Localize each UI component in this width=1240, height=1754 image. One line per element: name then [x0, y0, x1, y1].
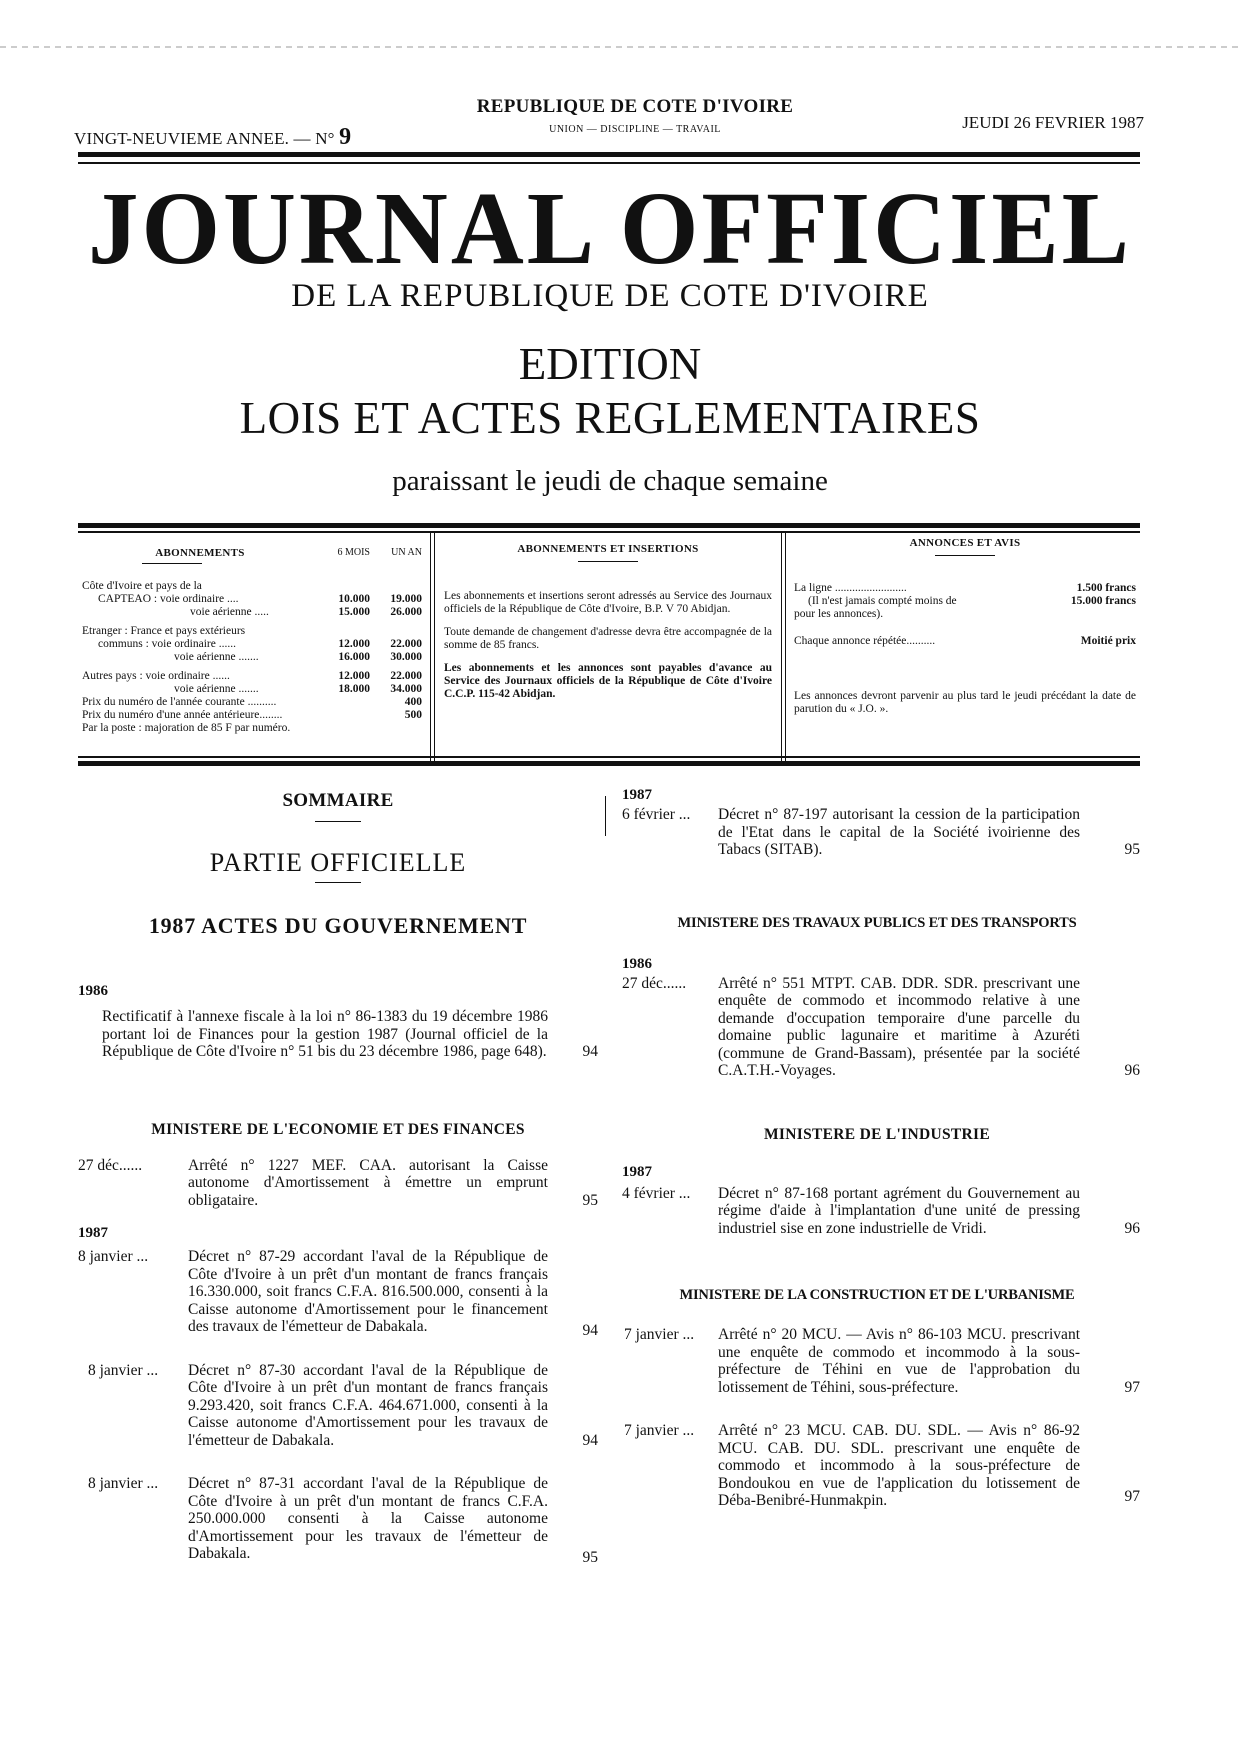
year-1986: 1986	[78, 983, 108, 999]
page-number: 96	[1124, 1062, 1140, 1079]
entry-text: Décret n° 87-30 accordant l'aval de la République de Côte d'Ivoire à un prêt d'un montant de francs français 9.293.420, soit francs C.F.A. 464.671.000, consenti à la Caisse autonome d'Amortissement pour les travaux de l'émetteur de Dabakala.	[188, 1361, 548, 1449]
devise: UNION — DISCIPLINE — TRAVAIL	[549, 124, 721, 135]
box-divider	[785, 533, 786, 765]
annonces-tarifs	[794, 582, 1136, 716]
box-divider	[430, 533, 431, 765]
entry-rectificatif	[78, 1008, 598, 1061]
rectificatif-text: Rectificatif à l'annexe fiscale à la loi n° 86-1383 du 19 décembre 1986 portant loi de Finances pour la gestion 1987 (Journal officiel de la République de Côte d'Ivoire n° 51 bis du 23 décembre 1986, page 648).	[102, 1008, 548, 1060]
minirule	[935, 555, 995, 556]
year-1987: 1987	[622, 787, 652, 803]
cote-aerienne-row: voie aérienne ..... 15.000 26.000	[190, 606, 422, 618]
insertions-p1: Les abonnements et insertions seront adressés au Service des Journaux officiels de la République de Côte d'Ivoire, B.P. V 70 Abidjan.	[444, 590, 772, 615]
etranger-ordinaire-row: communs : voie ordinaire ...... 12.000 22.000	[98, 638, 422, 650]
entry-date: 7 janvier ...	[624, 1422, 695, 1439]
box-divider	[434, 533, 435, 765]
annee-label: VINGT-NEUVIEME ANNEE. — N°	[74, 129, 335, 148]
rule-box-bottom-thin	[78, 756, 1140, 758]
min-travaux-title: MINISTERE DES TRAVAUX PUBLICS ET DES TRANSPORTS	[677, 914, 1077, 931]
edition-label: EDITION	[518, 339, 702, 389]
page-number: 95	[582, 1191, 598, 1209]
column-separator	[605, 796, 606, 836]
entry-date: 6 février ...	[622, 806, 691, 823]
entry-date: 4 février ...	[622, 1184, 691, 1202]
autres-ordinaire-row: Autres pays : voie ordinaire ...... 12.000 22.000	[82, 670, 422, 682]
entry-tp-1	[614, 975, 1140, 1080]
minirule	[578, 561, 638, 562]
tarifs-list	[82, 580, 422, 735]
year-1987: 1987	[622, 1163, 652, 1180]
abonnements-column	[82, 533, 422, 765]
scan-edge	[0, 46, 1240, 48]
entry-text: Décret n° 87-29 accordant l'aval de la République de Côte d'Ivoire à un prêt d'un montant de francs français 16.330.000, soit francs C.F.A. 816.500.000, consenti à la Caisse autonome d'Amortissement pour le financement des travaux de l'émetteur de Dabakala.	[188, 1248, 548, 1335]
min-construction-title: MINISTERE DE LA CONSTRUCTION ET DE L'URBANISME	[679, 1287, 1075, 1303]
prix-anterieure-row: Prix du numéro d'une année antérieure........ 500	[82, 709, 422, 721]
page-number: 94	[582, 1431, 598, 1449]
entry-eco-3	[78, 1362, 598, 1450]
edition-name: LOIS ET ACTES REGLEMENTAIRES	[239, 393, 981, 443]
republique-block	[440, 96, 830, 135]
page-number: 97	[1124, 1488, 1140, 1505]
entry-eco-2	[78, 1248, 598, 1339]
entry-cons-1	[614, 1326, 1140, 1396]
journal-title: JOURNAL OFFICIEL	[87, 170, 1133, 286]
box-divider	[781, 533, 782, 765]
poste-majoration: Par la poste : majoration de 85 F par numéro.	[82, 722, 291, 734]
etranger-aerienne-row: voie aérienne ....... 16.000 30.000	[174, 651, 422, 663]
entry-ind-1	[614, 1185, 1140, 1238]
partie-officielle: PARTIE OFFICIELLE	[209, 848, 467, 877]
col-an: UN AN	[391, 547, 422, 558]
entry-text: Arrêté n° 1227 MEF. CAA. autorisant la Caisse autonome d'Amortissement à émettre un emprunt obligataire.	[188, 1156, 548, 1209]
issue-date: JEUDI 26 FEVRIER 1987	[962, 113, 1144, 132]
insertions-column	[444, 533, 772, 765]
entry-text: Arrêté n° 551 MTPT. CAB. DDR. SDR. prescrivant une enquête de commodo et incommodo relative à une demande d'occupation temporaire d'une parcelle du domaine public lagunaire et maritime à Azuréti (commune de Grand-Bassam), présentée par la société C.A.T.H.-Voyages.	[718, 974, 1080, 1079]
insertions-p2: Toute demande de changement d'adresse devra être accompagnée de la somme de 85 francs.	[444, 626, 772, 651]
page-number: 97	[1124, 1378, 1140, 1396]
entry-date: 8 janvier ...	[88, 1475, 159, 1492]
actes-gouvernement: 1987 ACTES DU GOUVERNEMENT	[148, 913, 528, 938]
abonnements-title: ABONNEMENTS	[155, 547, 245, 559]
rule-top-thin	[78, 162, 1140, 164]
col-6mois: 6 MOIS	[337, 547, 370, 558]
republique: REPUBLIQUE DE COTE D'IVOIRE	[476, 96, 794, 117]
cote-label: Côte d'Ivoire et pays de la	[82, 580, 202, 592]
insertions-title: ABONNEMENTS ET INSERTIONS	[517, 543, 699, 555]
entry-date: 8 janvier ...	[88, 1361, 159, 1379]
entry-text: Décret n° 87-168 portant agrément du Gouvernement au régime d'aide à l'implantation d'une unité de pressing industriel sise en zone industrielle de Vridi.	[718, 1184, 1080, 1237]
entry-text: Arrêté n° 20 MCU. — Avis n° 86-103 MCU. prescrivant une enquête de commodo et incommodo à la sous-préfecture de Téhini en vue de l'approbation du lotissement de Téhini, sous-préfecture.	[718, 1326, 1080, 1396]
year-1987: 1987	[78, 1225, 108, 1241]
divider	[315, 821, 361, 822]
entry-text: Décret n° 87-31 accordant l'aval de la République de Côte d'Ivoire à un prêt d'un montant de francs C.F.A. 250.000.000 consenti à la Caisse autonome d'Amortissement pour les travaux de l'émetteur de Dabakala.	[188, 1475, 548, 1562]
sommaire-left	[78, 790, 598, 1566]
entry-cons-2	[614, 1422, 1140, 1510]
page-number: 95	[1124, 841, 1140, 858]
entry-date: 8 janvier ...	[78, 1248, 149, 1265]
entry-date: 27 déc......	[78, 1156, 143, 1174]
rule-top	[78, 152, 1140, 157]
min-economie-title: MINISTERE DE L'ECONOMIE ET DES FINANCES	[151, 1120, 525, 1138]
annonces-column	[794, 533, 1136, 765]
page-number: 94	[582, 1322, 598, 1339]
etranger-label: Etranger : France et pays extérieurs	[82, 625, 246, 637]
entry-eco-1	[78, 1157, 598, 1210]
tarifs-box	[78, 533, 1140, 765]
sommaire-title: SOMMAIRE	[282, 790, 394, 811]
cote-ordinaire-row: CAPTEAO : voie ordinaire .... 10.000 19.000	[98, 593, 422, 605]
page-number: 96	[1124, 1219, 1140, 1237]
year-1986: 1986	[622, 955, 652, 972]
entry-eco-4	[78, 1475, 598, 1566]
minimum-note: pour les annonces).	[794, 608, 884, 620]
insertions-p3: Les abonnements et les annonces sont payables d'avance au Service des Journaux officiels de la République de Côte d'Ivoire C.C.P. 115-42 Abidjan.	[444, 662, 772, 700]
annee-numero	[74, 124, 351, 151]
entry-date: 7 janvier ...	[624, 1326, 695, 1343]
ligne-row: La ligne ......................... 1.500 francs	[794, 582, 1136, 594]
entry-date: 27 déc......	[622, 974, 687, 992]
journal-subtitle: DE LA REPUBLIQUE DE COTE D'IVOIRE	[291, 278, 929, 314]
entry-text: Arrêté n° 23 MCU. CAB. DU. SDL. — Avis n° 86-92 MCU. CAB. DU. SDL. prescrivant une enquête de commodo et incommodo à la sous-préfecture de Bondoukou en vue de l'application du lotissement de Déba-Benibré-Hunmakpin.	[718, 1422, 1080, 1509]
repetee-row: Chaque annonce répétée.......... Moitié prix	[794, 635, 1136, 647]
page-number: 95	[582, 1549, 598, 1566]
rule-box-bottom	[78, 761, 1140, 766]
abonnements-header	[82, 547, 422, 559]
prix-courante-row: Prix du numéro de l'année courante .......... 400	[82, 696, 422, 708]
annonces-delai: Les annonces devront parvenir au plus tard le jeudi précédant la date de parution du « J.O. ».	[794, 690, 1136, 715]
minimum-row: (Il n'est jamais compté moins de 15.000 francs	[808, 595, 1136, 607]
parution: paraissant le jeudi de chaque semaine	[392, 465, 828, 497]
rule-box-top	[78, 523, 1140, 528]
annonces-title: ANNONCES ET AVIS	[909, 537, 1021, 549]
entry-text: Décret n° 87-197 autorisant la cession de la participation de l'Etat dans le capital de la Société ivoirienne des Tabacs (SITAB).	[718, 806, 1080, 858]
divider	[315, 882, 361, 883]
entry-sitab	[614, 806, 1140, 859]
autres-aerienne-row: voie aérienne ....... 18.000 34.000	[174, 683, 422, 695]
min-industrie-title: MINISTERE DE L'INDUSTRIE	[764, 1125, 990, 1143]
sommaire-right	[614, 787, 1140, 1510]
minirule	[142, 563, 202, 564]
page-number: 94	[582, 1043, 598, 1060]
issue-number: 9	[339, 124, 352, 150]
